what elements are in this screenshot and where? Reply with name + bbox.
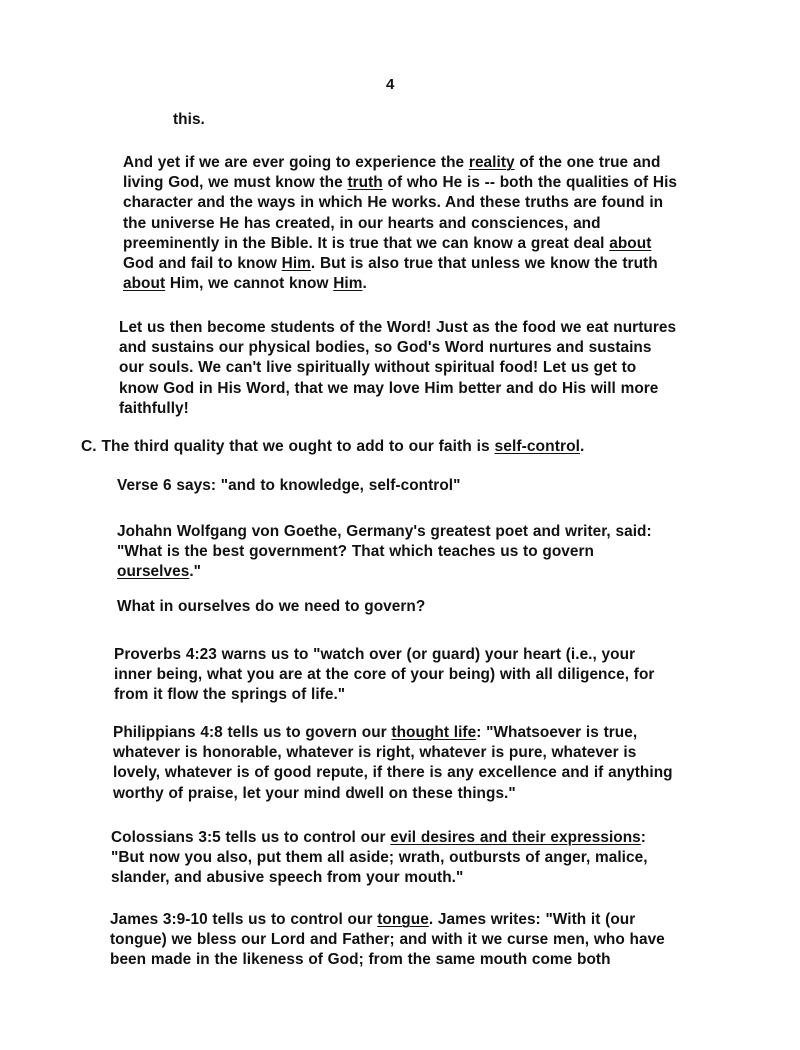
text-line: whatever is honorable, whatever is right, whatever is pure, whatever is xyxy=(113,744,637,762)
underlined-word: about xyxy=(609,234,652,252)
section-heading-c xyxy=(81,437,584,457)
paragraph-verse6 xyxy=(117,476,460,496)
underlined-word: self-control xyxy=(494,438,581,455)
paragraph-colossians xyxy=(111,828,648,889)
text-line: character and the ways in which He works. And these truths are found in xyxy=(123,194,664,212)
text-line: lovely, whatever is of good repute, if there is any excellence and if anything xyxy=(113,764,673,782)
underlined-word: about xyxy=(123,275,166,293)
text-line: the universe He has created, in our hearts and consciences, and xyxy=(123,214,601,232)
paragraph-james xyxy=(110,910,665,971)
paragraph-reality xyxy=(123,153,677,294)
underlined-word: truth xyxy=(347,174,383,192)
text-line: faithfully! xyxy=(119,399,189,417)
text-line: "But now you also, put them all aside; wrath, outbursts of anger, malice, xyxy=(111,849,648,867)
text-line: this. xyxy=(173,111,205,128)
text-line: James 3:9-10 tells us to control our tongue. James writes: "With it (our xyxy=(110,911,636,928)
underlined-word: ourselves xyxy=(117,563,190,581)
text-line: Philippians 4:8 tells us to govern our thought life: "Whatsoever is true, xyxy=(113,724,638,741)
text-line: "What is the best government? That which teaches us to govern xyxy=(117,543,594,561)
paragraph-students xyxy=(119,318,676,419)
underlined-word: thought life xyxy=(391,724,477,741)
text-line: our souls. We can't live spiritually without spiritual food! Let us get to xyxy=(119,359,637,377)
text-line: worthy of praise, let your mind dwell on these things." xyxy=(113,784,516,802)
paragraph-proverbs xyxy=(114,645,654,706)
text-line: slander, and abusive speech from your mouth." xyxy=(111,869,464,887)
underlined-word: Him xyxy=(333,275,363,293)
text-line: C. The third quality that we ought to add to our faith is self-control. xyxy=(81,438,585,455)
underlined-word: reality xyxy=(468,154,515,171)
underlined-word: Him xyxy=(281,255,311,273)
text-line: And yet if we are ever going to experience the reality of the one true and xyxy=(123,154,661,171)
text-line: about Him, we cannot know Him. xyxy=(123,275,367,293)
underlined-word: evil desires and their expressions xyxy=(390,829,641,846)
underlined-word: tongue xyxy=(377,911,429,928)
paragraph-goethe xyxy=(117,522,652,583)
text-line: and sustains our physical bodies, so God's Word nurtures and sustains xyxy=(119,339,652,357)
text-line: from it flow the springs of life." xyxy=(114,686,346,704)
text-line: Verse 6 says: "and to knowledge, self-control" xyxy=(117,477,461,494)
text-line: Colossians 3:5 tells us to control our evil desires and their expressions: xyxy=(111,829,646,846)
text-line: Proverbs 4:23 warns us to "watch over (or guard) your heart (i.e., your xyxy=(114,646,636,663)
text-line: ourselves." xyxy=(117,563,202,581)
paragraph-this xyxy=(173,110,205,130)
text-line: Let us then become students of the Word! Just as the food we eat nurtures xyxy=(119,319,677,336)
text-line: What in ourselves do we need to govern? xyxy=(117,598,426,615)
page-number: 4 xyxy=(386,76,395,93)
text-line: inner being, what you are at the core of your being) with all diligence, for xyxy=(114,666,655,684)
text-line: know God in His Word, that we may love Him better and do His will more xyxy=(119,379,659,397)
text-line: tongue) we bless our Lord and Father; and with it we curse men, who have xyxy=(110,931,665,949)
paragraph-question xyxy=(117,597,425,617)
text-line: preeminently in the Bible. It is true that we can know a great deal about xyxy=(123,234,652,252)
text-line: been made in the likeness of God; from the same mouth come both xyxy=(110,951,611,969)
text-line: living God, we must know the truth of who He is -- both the qualities of His xyxy=(123,174,678,192)
paragraph-philippians xyxy=(113,723,673,804)
text-line: God and fail to know Him. But is also true that unless we know the truth xyxy=(123,255,658,273)
text-line: Johahn Wolfgang von Goethe, Germany's greatest poet and writer, said: xyxy=(117,523,652,540)
